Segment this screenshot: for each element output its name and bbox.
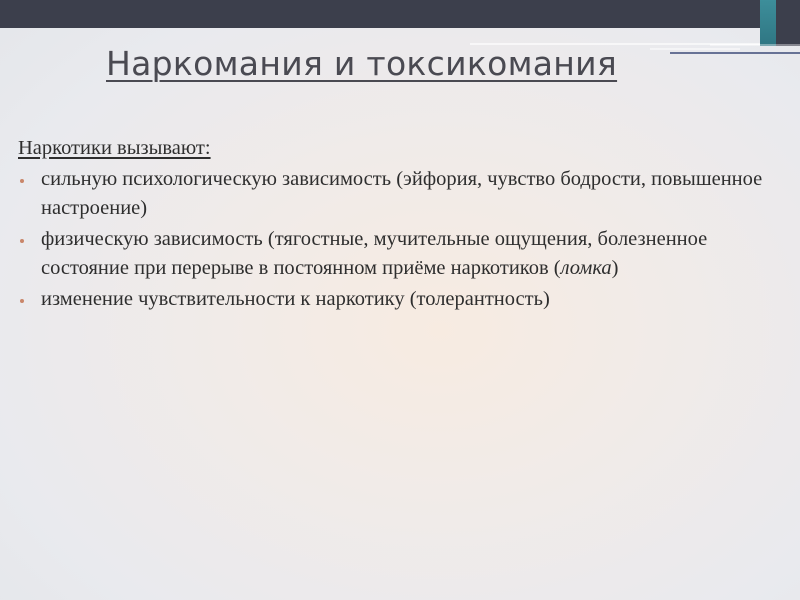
bullet-italic-term: ломка xyxy=(560,257,612,279)
bullet-text: физическую зависимость (тягостные, мучительные ощущения, болезненное состояние при перерыве в постоянном приёме наркотиков ( xyxy=(41,228,708,279)
slide-content xyxy=(18,134,778,316)
top-decorative-band xyxy=(0,0,800,28)
bullet-dot-icon xyxy=(20,179,24,183)
bullet-list xyxy=(18,165,778,314)
slide-title: Наркомания и токсикомания xyxy=(106,44,618,83)
bullet-dot-icon xyxy=(20,239,24,243)
bullet-text: сильную психологическую зависимость (эйфория, чувство бодрости, повышенное настроение) xyxy=(41,168,763,219)
bullet-item xyxy=(18,165,778,223)
bullet-text: изменение чувствительности к наркотику (толерантность) xyxy=(41,288,550,310)
intro-text: Наркотики вызывают: xyxy=(18,137,211,159)
bullet-dot-icon xyxy=(20,299,24,303)
bullet-item xyxy=(18,225,778,283)
bullet-text-end: ) xyxy=(611,257,619,279)
bullet-item xyxy=(18,285,778,314)
